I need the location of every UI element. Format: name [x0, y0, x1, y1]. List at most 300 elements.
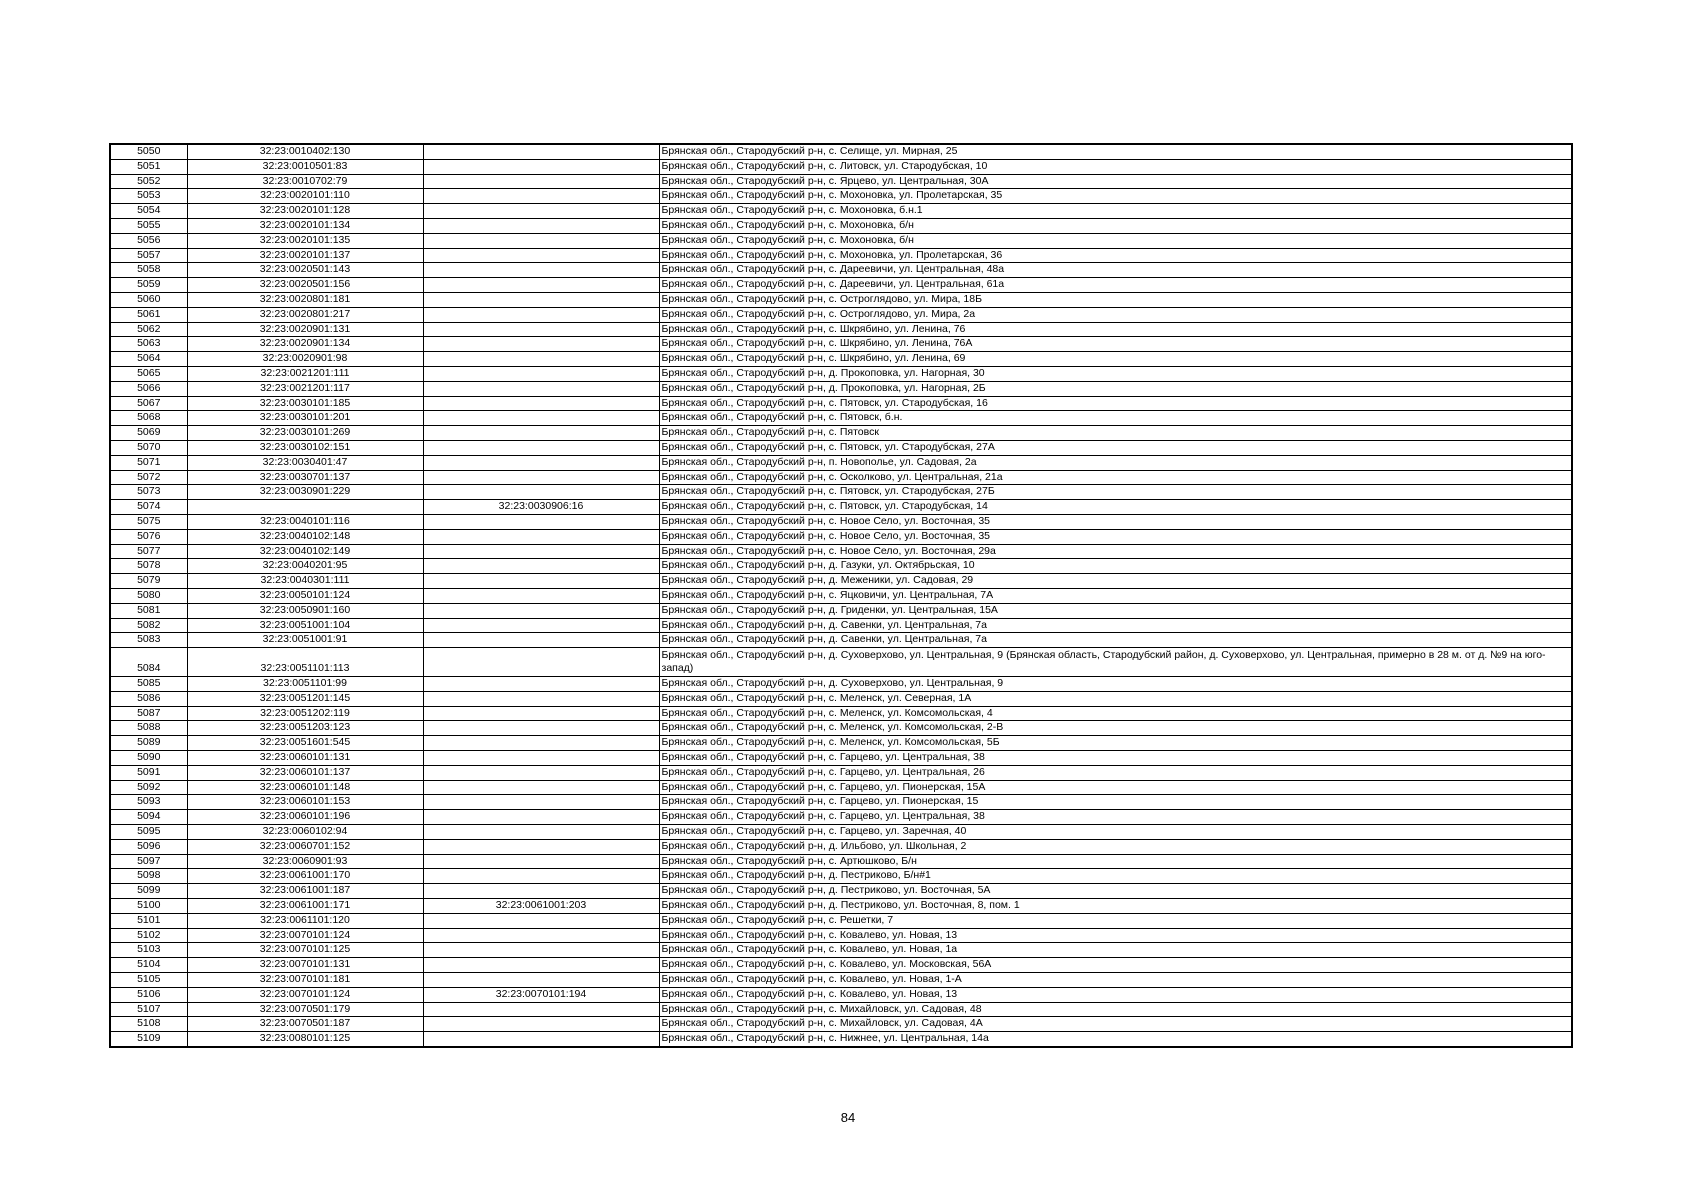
- related-cadastral-number-cell: [423, 677, 659, 692]
- table-row: [110, 839, 1572, 854]
- cadastral-number-cell: 32:23:0020901:98: [187, 352, 423, 367]
- registry-body: [110, 144, 1572, 1047]
- cadastral-number-cell: 32:23:0060701:152: [187, 839, 423, 854]
- table-row: [110, 618, 1572, 633]
- related-cadastral-number-cell: [423, 869, 659, 884]
- address-cell: Брянская обл., Стародубский р-н, д. Пестриково, ул. Восточная, 8, пом. 1: [659, 899, 1572, 914]
- address-cell: Брянская обл., Стародубский р-н, д. Меженики, ул. Садовая, 29: [659, 574, 1572, 589]
- cadastral-number-cell: 32:23:0020501:143: [187, 263, 423, 278]
- related-cadastral-number-cell: [423, 958, 659, 973]
- related-cadastral-number-cell: [423, 810, 659, 825]
- cadastral-number-cell: 32:23:0061101:120: [187, 913, 423, 928]
- table-row: [110, 426, 1572, 441]
- table-row: [110, 411, 1572, 426]
- table-row: [110, 485, 1572, 500]
- related-cadastral-number-cell: [423, 1002, 659, 1017]
- row-number-cell: 5105: [110, 973, 187, 988]
- cadastral-number-cell: 32:23:0051001:91: [187, 633, 423, 648]
- cadastral-number-cell: 32:23:0060102:94: [187, 825, 423, 840]
- cadastral-number-cell: 32:23:0040301:111: [187, 574, 423, 589]
- address-cell: Брянская обл., Стародубский р-н, с. Новое Село, ул. Восточная, 35: [659, 529, 1572, 544]
- cadastral-number-cell: 32:23:0061001:171: [187, 899, 423, 914]
- table-row: [110, 648, 1572, 677]
- related-cadastral-number-cell: [423, 1017, 659, 1032]
- related-cadastral-number-cell: [423, 189, 659, 204]
- table-row: [110, 1002, 1572, 1017]
- table-row: [110, 470, 1572, 485]
- row-number-cell: 5088: [110, 721, 187, 736]
- table-row: [110, 396, 1572, 411]
- table-row: [110, 884, 1572, 899]
- related-cadastral-number-cell: [423, 618, 659, 633]
- table-row: [110, 381, 1572, 396]
- table-row: [110, 337, 1572, 352]
- related-cadastral-number-cell: [423, 440, 659, 455]
- row-number-cell: 5054: [110, 204, 187, 219]
- address-cell: Брянская обл., Стародубский р-н, д. Газуки, ул. Октябрьская, 10: [659, 559, 1572, 574]
- cadastral-number-cell: 32:23:0030101:269: [187, 426, 423, 441]
- cadastral-number-cell: 32:23:0010702:79: [187, 174, 423, 189]
- address-cell: Брянская обл., Стародубский р-н, с. Осколково, ул. Центральная, 21а: [659, 470, 1572, 485]
- address-cell: Брянская обл., Стародубский р-н, с. Гарцево, ул. Центральная, 26: [659, 765, 1572, 780]
- cadastral-number-cell: 32:23:0051201:145: [187, 691, 423, 706]
- address-cell: Брянская обл., Стародубский р-н, с. Мохоновка, б.н.1: [659, 204, 1572, 219]
- row-number-cell: 5050: [110, 144, 187, 159]
- cadastral-number-cell: 32:23:0051601:545: [187, 736, 423, 751]
- table-row: [110, 529, 1572, 544]
- cadastral-number-cell: 32:23:0060101:153: [187, 795, 423, 810]
- table-row: [110, 204, 1572, 219]
- related-cadastral-number-cell: [423, 144, 659, 159]
- related-cadastral-number-cell: [423, 218, 659, 233]
- cadastral-number-cell: 32:23:0070101:131: [187, 958, 423, 973]
- cadastral-number-cell: 32:23:0051203:123: [187, 721, 423, 736]
- address-cell: Брянская обл., Стародубский р-н, с. Яцковичи, ул. Центральная, 7А: [659, 588, 1572, 603]
- related-cadastral-number-cell: [423, 514, 659, 529]
- related-cadastral-number-cell: [423, 588, 659, 603]
- cadastral-number-cell: 32:23:0020101:134: [187, 218, 423, 233]
- address-cell: Брянская обл., Стародубский р-н, с. Нижнее, ул. Центральная, 14а: [659, 1032, 1572, 1047]
- related-cadastral-number-cell: [423, 706, 659, 721]
- row-number-cell: 5059: [110, 278, 187, 293]
- table-row: [110, 366, 1572, 381]
- table-row: [110, 736, 1572, 751]
- cadastral-number-cell: [187, 500, 423, 515]
- address-cell: Брянская обл., Стародубский р-н, с. Михайловск, ул. Садовая, 4А: [659, 1017, 1572, 1032]
- related-cadastral-number-cell: [423, 765, 659, 780]
- address-cell: Брянская обл., Стародубский р-н, с. Ковалево, ул. Новая, 1а: [659, 943, 1572, 958]
- table-row: [110, 913, 1572, 928]
- related-cadastral-number-cell: [423, 884, 659, 899]
- address-cell: Брянская обл., Стародубский р-н, д. Прокоповка, ул. Нагорная, 2Б: [659, 381, 1572, 396]
- row-number-cell: 5074: [110, 500, 187, 515]
- related-cadastral-number-cell: [423, 1032, 659, 1047]
- row-number-cell: 5100: [110, 899, 187, 914]
- related-cadastral-number-cell: [423, 854, 659, 869]
- row-number-cell: 5099: [110, 884, 187, 899]
- table-row: [110, 574, 1572, 589]
- row-number-cell: 5084: [110, 648, 187, 677]
- address-cell: Брянская обл., Стародубский р-н, с. Селище, ул. Мирная, 25: [659, 144, 1572, 159]
- row-number-cell: 5081: [110, 603, 187, 618]
- table-row: [110, 899, 1572, 914]
- address-cell: Брянская обл., Стародубский р-н, с. Ковалево, ул. Новая, 13: [659, 987, 1572, 1002]
- address-cell: Брянская обл., Стародубский р-н, д. Суховерхово, ул. Центральная, 9 (Брянская область, Стародубский район, д. Суховерхово, ул. Центральная, примерно в 28 м. от д. №9 на юго-запад): [659, 648, 1572, 677]
- table-row: [110, 278, 1572, 293]
- related-cadastral-number-cell: [423, 943, 659, 958]
- table-row: [110, 159, 1572, 174]
- row-number-cell: 5079: [110, 574, 187, 589]
- cadastral-number-cell: 32:23:0050901:160: [187, 603, 423, 618]
- table-row: [110, 751, 1572, 766]
- row-number-cell: 5069: [110, 426, 187, 441]
- cadastral-number-cell: 32:23:0070101:181: [187, 973, 423, 988]
- address-cell: Брянская обл., Стародубский р-н, с. Решетки, 7: [659, 913, 1572, 928]
- table-row: [110, 292, 1572, 307]
- row-number-cell: 5109: [110, 1032, 187, 1047]
- related-cadastral-number-cell: [423, 736, 659, 751]
- row-number-cell: 5083: [110, 633, 187, 648]
- related-cadastral-number-cell: [423, 603, 659, 618]
- related-cadastral-number-cell: [423, 366, 659, 381]
- address-cell: Брянская обл., Стародубский р-н, с. Пятовск, ул. Стародубская, 27Б: [659, 485, 1572, 500]
- row-number-cell: 5103: [110, 943, 187, 958]
- address-cell: Брянская обл., Стародубский р-н, д. Савенки, ул. Центральная, 7а: [659, 618, 1572, 633]
- row-number-cell: 5108: [110, 1017, 187, 1032]
- row-number-cell: 5053: [110, 189, 187, 204]
- related-cadastral-number-cell: 32:23:0030906:16: [423, 500, 659, 515]
- address-cell: Брянская обл., Стародубский р-н, с. Ярцево, ул. Центральная, 30А: [659, 174, 1572, 189]
- table-row: [110, 677, 1572, 692]
- address-cell: Брянская обл., Стародубский р-н, с. Мохоновка, ул. Пролетарская, 35: [659, 189, 1572, 204]
- related-cadastral-number-cell: [423, 455, 659, 470]
- row-number-cell: 5094: [110, 810, 187, 825]
- row-number-cell: 5086: [110, 691, 187, 706]
- cadastral-number-cell: 32:23:0020101:110: [187, 189, 423, 204]
- address-cell: Брянская обл., Стародубский р-н, с. Пятовск, ул. Стародубская, 27А: [659, 440, 1572, 455]
- table-row: [110, 958, 1572, 973]
- related-cadastral-number-cell: 32:23:0070101:194: [423, 987, 659, 1002]
- table-row: [110, 721, 1572, 736]
- cadastral-number-cell: 32:23:0060101:131: [187, 751, 423, 766]
- address-cell: Брянская обл., Стародубский р-н, с. Пятовск, б.н.: [659, 411, 1572, 426]
- address-cell: Брянская обл., Стародубский р-н, с. Гарцево, ул. Центральная, 38: [659, 751, 1572, 766]
- row-number-cell: 5063: [110, 337, 187, 352]
- address-cell: Брянская обл., Стародубский р-н, с. Дареевичи, ул. Центральная, 48а: [659, 263, 1572, 278]
- table-row: [110, 825, 1572, 840]
- row-number-cell: 5102: [110, 928, 187, 943]
- table-row: [110, 218, 1572, 233]
- table-row: [110, 706, 1572, 721]
- table-row: [110, 322, 1572, 337]
- table-row: [110, 987, 1572, 1002]
- cadastral-number-cell: 32:23:0080101:125: [187, 1032, 423, 1047]
- table-row: [110, 795, 1572, 810]
- table-row: [110, 248, 1572, 263]
- table-row: [110, 455, 1572, 470]
- table-row: [110, 765, 1572, 780]
- row-number-cell: 5072: [110, 470, 187, 485]
- row-number-cell: 5070: [110, 440, 187, 455]
- address-cell: Брянская обл., Стародубский р-н, с. Остроглядово, ул. Мира, 18Б: [659, 292, 1572, 307]
- address-cell: Брянская обл., Стародубский р-н, с. Меленск, ул. Комсомольская, 5Б: [659, 736, 1572, 751]
- cadastral-number-cell: 32:23:0030101:185: [187, 396, 423, 411]
- row-number-cell: 5095: [110, 825, 187, 840]
- table-row: [110, 174, 1572, 189]
- related-cadastral-number-cell: [423, 278, 659, 293]
- row-number-cell: 5065: [110, 366, 187, 381]
- table-row: [110, 943, 1572, 958]
- address-cell: Брянская обл., Стародубский р-н, д. Ильбово, ул. Школьная, 2: [659, 839, 1572, 854]
- address-cell: Брянская обл., Стародубский р-н, д. Прокоповка, ул. Нагорная, 30: [659, 366, 1572, 381]
- row-number-cell: 5075: [110, 514, 187, 529]
- related-cadastral-number-cell: [423, 337, 659, 352]
- cadastral-number-cell: 32:23:0050101:124: [187, 588, 423, 603]
- row-number-cell: 5061: [110, 307, 187, 322]
- related-cadastral-number-cell: [423, 529, 659, 544]
- related-cadastral-number-cell: [423, 574, 659, 589]
- cadastral-number-cell: 32:23:0010402:130: [187, 144, 423, 159]
- address-cell: Брянская обл., Стародубский р-н, с. Ковалево, ул. Московская, 56А: [659, 958, 1572, 973]
- table-row: [110, 189, 1572, 204]
- address-cell: Брянская обл., Стародубский р-н, д. Гриденки, ул. Центральная, 15А: [659, 603, 1572, 618]
- row-number-cell: 5097: [110, 854, 187, 869]
- row-number-cell: 5073: [110, 485, 187, 500]
- related-cadastral-number-cell: [423, 322, 659, 337]
- related-cadastral-number-cell: [423, 780, 659, 795]
- cadastral-number-cell: 32:23:0030101:201: [187, 411, 423, 426]
- address-cell: Брянская обл., Стародубский р-н, с. Михайловск, ул. Садовая, 48: [659, 1002, 1572, 1017]
- table-row: [110, 1017, 1572, 1032]
- row-number-cell: 5051: [110, 159, 187, 174]
- table-row: [110, 544, 1572, 559]
- row-number-cell: 5077: [110, 544, 187, 559]
- cadastral-number-cell: 32:23:0040201:95: [187, 559, 423, 574]
- cadastral-number-cell: 32:23:0070501:179: [187, 1002, 423, 1017]
- row-number-cell: 5068: [110, 411, 187, 426]
- related-cadastral-number-cell: [423, 485, 659, 500]
- table-row: [110, 588, 1572, 603]
- address-cell: Брянская обл., Стародубский р-н, с. Ковалево, ул. Новая, 13: [659, 928, 1572, 943]
- address-cell: Брянская обл., Стародубский р-н, д. Пестриково, Б/н#1: [659, 869, 1572, 884]
- row-number-cell: 5104: [110, 958, 187, 973]
- address-cell: Брянская обл., Стародубский р-н, с. Ковалево, ул. Новая, 1-А: [659, 973, 1572, 988]
- table-row: [110, 973, 1572, 988]
- cadastral-number-cell: 32:23:0020901:131: [187, 322, 423, 337]
- table-row: [110, 144, 1572, 159]
- address-cell: Брянская обл., Стародубский р-н, с. Дареевичи, ул. Центральная, 61а: [659, 278, 1572, 293]
- table-row: [110, 514, 1572, 529]
- related-cadastral-number-cell: [423, 751, 659, 766]
- row-number-cell: 5078: [110, 559, 187, 574]
- cadastral-number-cell: 32:23:0061001:170: [187, 869, 423, 884]
- related-cadastral-number-cell: [423, 648, 659, 677]
- cadastral-number-cell: 32:23:0020801:181: [187, 292, 423, 307]
- table-row: [110, 559, 1572, 574]
- address-cell: Брянская обл., Стародубский р-н, с. Гарцево, ул. Центральная, 38: [659, 810, 1572, 825]
- table-row: [110, 869, 1572, 884]
- related-cadastral-number-cell: [423, 426, 659, 441]
- related-cadastral-number-cell: [423, 411, 659, 426]
- table-row: [110, 780, 1572, 795]
- address-cell: Брянская обл., Стародубский р-н, с. Мохоновка, б/н: [659, 218, 1572, 233]
- related-cadastral-number-cell: 32:23:0061001:203: [423, 899, 659, 914]
- related-cadastral-number-cell: [423, 470, 659, 485]
- cadastral-number-cell: 32:23:0020901:134: [187, 337, 423, 352]
- row-number-cell: 5085: [110, 677, 187, 692]
- cadastral-number-cell: 32:23:0061001:187: [187, 884, 423, 899]
- related-cadastral-number-cell: [423, 248, 659, 263]
- address-cell: Брянская обл., Стародубский р-н, с. Шкрябино, ул. Ленина, 76А: [659, 337, 1572, 352]
- table-row: [110, 928, 1572, 943]
- related-cadastral-number-cell: [423, 825, 659, 840]
- related-cadastral-number-cell: [423, 396, 659, 411]
- row-number-cell: 5080: [110, 588, 187, 603]
- address-cell: Брянская обл., Стародубский р-н, с. Остроглядово, ул. Мира, 2а: [659, 307, 1572, 322]
- page-number: 84: [840, 1110, 856, 1125]
- related-cadastral-number-cell: [423, 381, 659, 396]
- address-cell: Брянская обл., Стародубский р-н, с. Гарцево, ул. Пионерская, 15А: [659, 780, 1572, 795]
- related-cadastral-number-cell: [423, 204, 659, 219]
- registry-table: [109, 143, 1573, 1048]
- cadastral-number-cell: 32:23:0040102:148: [187, 529, 423, 544]
- table-row: [110, 633, 1572, 648]
- cadastral-number-cell: 32:23:0060101:148: [187, 780, 423, 795]
- table-row: [110, 263, 1572, 278]
- cadastral-number-cell: 32:23:0060101:196: [187, 810, 423, 825]
- related-cadastral-number-cell: [423, 544, 659, 559]
- related-cadastral-number-cell: [423, 973, 659, 988]
- row-number-cell: 5098: [110, 869, 187, 884]
- address-cell: Брянская обл., Стародубский р-н, с. Пятовск, ул. Стародубская, 16: [659, 396, 1572, 411]
- related-cadastral-number-cell: [423, 292, 659, 307]
- address-cell: Брянская обл., Стародубский р-н, с. Шкрябино, ул. Ленина, 76: [659, 322, 1572, 337]
- address-cell: Брянская обл., Стародубский р-н, с. Шкрябино, ул. Ленина, 69: [659, 352, 1572, 367]
- cadastral-number-cell: 32:23:0020501:156: [187, 278, 423, 293]
- address-cell: Брянская обл., Стародубский р-н, с. Мохоновка, ул. Пролетарская, 36: [659, 248, 1572, 263]
- cadastral-number-cell: 32:23:0020101:137: [187, 248, 423, 263]
- address-cell: Брянская обл., Стародубский р-н, д. Савенки, ул. Центральная, 7а: [659, 633, 1572, 648]
- table-row: [110, 1032, 1572, 1047]
- address-cell: Брянская обл., Стародубский р-н, с. Новое Село, ул. Восточная, 35: [659, 514, 1572, 529]
- row-number-cell: 5062: [110, 322, 187, 337]
- cadastral-number-cell: 32:23:0020801:217: [187, 307, 423, 322]
- cadastral-number-cell: 32:23:0010501:83: [187, 159, 423, 174]
- cadastral-number-cell: 32:23:0030401:47: [187, 455, 423, 470]
- address-cell: Брянская обл., Стародубский р-н, д. Пестриково, ул. Восточная, 5А: [659, 884, 1572, 899]
- cadastral-number-cell: 32:23:0070101:125: [187, 943, 423, 958]
- related-cadastral-number-cell: [423, 159, 659, 174]
- cadastral-number-cell: 32:23:0070101:124: [187, 987, 423, 1002]
- table-row: [110, 854, 1572, 869]
- cadastral-number-cell: 32:23:0030102:151: [187, 440, 423, 455]
- related-cadastral-number-cell: [423, 263, 659, 278]
- related-cadastral-number-cell: [423, 352, 659, 367]
- row-number-cell: 5056: [110, 233, 187, 248]
- related-cadastral-number-cell: [423, 691, 659, 706]
- row-number-cell: 5071: [110, 455, 187, 470]
- row-number-cell: 5093: [110, 795, 187, 810]
- row-number-cell: 5090: [110, 751, 187, 766]
- row-number-cell: 5082: [110, 618, 187, 633]
- row-number-cell: 5052: [110, 174, 187, 189]
- row-number-cell: 5060: [110, 292, 187, 307]
- address-cell: Брянская обл., Стародубский р-н, с. Мохоновка, б/н: [659, 233, 1572, 248]
- related-cadastral-number-cell: [423, 928, 659, 943]
- address-cell: Брянская обл., Стародубский р-н, с. Меленск, ул. Комсомольская, 4: [659, 706, 1572, 721]
- related-cadastral-number-cell: [423, 559, 659, 574]
- row-number-cell: 5089: [110, 736, 187, 751]
- cadastral-number-cell: 32:23:0051001:104: [187, 618, 423, 633]
- address-cell: Брянская обл., Стародубский р-н, с. Меленск, ул. Комсомольская, 2-В: [659, 721, 1572, 736]
- row-number-cell: 5055: [110, 218, 187, 233]
- cadastral-number-cell: 32:23:0040102:149: [187, 544, 423, 559]
- address-cell: Брянская обл., Стародубский р-н, с. Литовск, ул. Стародубская, 10: [659, 159, 1572, 174]
- cadastral-number-cell: 32:23:0051101:113: [187, 648, 423, 677]
- row-number-cell: 5101: [110, 913, 187, 928]
- related-cadastral-number-cell: [423, 307, 659, 322]
- cadastral-number-cell: 32:23:0070501:187: [187, 1017, 423, 1032]
- row-number-cell: 5066: [110, 381, 187, 396]
- related-cadastral-number-cell: [423, 913, 659, 928]
- table-row: [110, 810, 1572, 825]
- row-number-cell: 5092: [110, 780, 187, 795]
- table-row: [110, 603, 1572, 618]
- table-row: [110, 691, 1572, 706]
- row-number-cell: 5106: [110, 987, 187, 1002]
- table-row: [110, 440, 1572, 455]
- related-cadastral-number-cell: [423, 633, 659, 648]
- related-cadastral-number-cell: [423, 233, 659, 248]
- table-row: [110, 500, 1572, 515]
- cadastral-number-cell: 32:23:0060101:137: [187, 765, 423, 780]
- table-row: [110, 233, 1572, 248]
- row-number-cell: 5087: [110, 706, 187, 721]
- table-row: [110, 307, 1572, 322]
- address-cell: Брянская обл., Стародубский р-н, с. Пятовск: [659, 426, 1572, 441]
- cadastral-number-cell: 32:23:0051202:119: [187, 706, 423, 721]
- table-row: [110, 352, 1572, 367]
- address-cell: Брянская обл., Стародубский р-н, с. Гарцево, ул. Пионерская, 15: [659, 795, 1572, 810]
- address-cell: Брянская обл., Стародубский р-н, д. Суховерхово, ул. Центральная, 9: [659, 677, 1572, 692]
- address-cell: Брянская обл., Стародубский р-н, с. Пятовск, ул. Стародубская, 14: [659, 500, 1572, 515]
- address-cell: Брянская обл., Стародубский р-н, с. Гарцево, ул. Заречная, 40: [659, 825, 1572, 840]
- cadastral-number-cell: 32:23:0051101:99: [187, 677, 423, 692]
- address-cell: Брянская обл., Стародубский р-н, с. Артюшково, Б/н: [659, 854, 1572, 869]
- related-cadastral-number-cell: [423, 839, 659, 854]
- row-number-cell: 5096: [110, 839, 187, 854]
- cadastral-number-cell: 32:23:0070101:124: [187, 928, 423, 943]
- row-number-cell: 5091: [110, 765, 187, 780]
- cadastral-number-cell: 32:23:0040101:116: [187, 514, 423, 529]
- cadastral-number-cell: 32:23:0020101:135: [187, 233, 423, 248]
- related-cadastral-number-cell: [423, 795, 659, 810]
- cadastral-number-cell: 32:23:0021201:117: [187, 381, 423, 396]
- related-cadastral-number-cell: [423, 174, 659, 189]
- row-number-cell: 5057: [110, 248, 187, 263]
- cadastral-number-cell: 32:23:0060901:93: [187, 854, 423, 869]
- related-cadastral-number-cell: [423, 721, 659, 736]
- cadastral-number-cell: 32:23:0030701:137: [187, 470, 423, 485]
- row-number-cell: 5076: [110, 529, 187, 544]
- address-cell: Брянская обл., Стародубский р-н, п. Новополье, ул. Садовая, 2а: [659, 455, 1572, 470]
- row-number-cell: 5107: [110, 1002, 187, 1017]
- address-cell: Брянская обл., Стародубский р-н, с. Новое Село, ул. Восточная, 29а: [659, 544, 1572, 559]
- cadastral-number-cell: 32:23:0021201:111: [187, 366, 423, 381]
- cadastral-number-cell: 32:23:0020101:128: [187, 204, 423, 219]
- row-number-cell: 5058: [110, 263, 187, 278]
- address-cell: Брянская обл., Стародубский р-н, с. Меленск, ул. Северная, 1А: [659, 691, 1572, 706]
